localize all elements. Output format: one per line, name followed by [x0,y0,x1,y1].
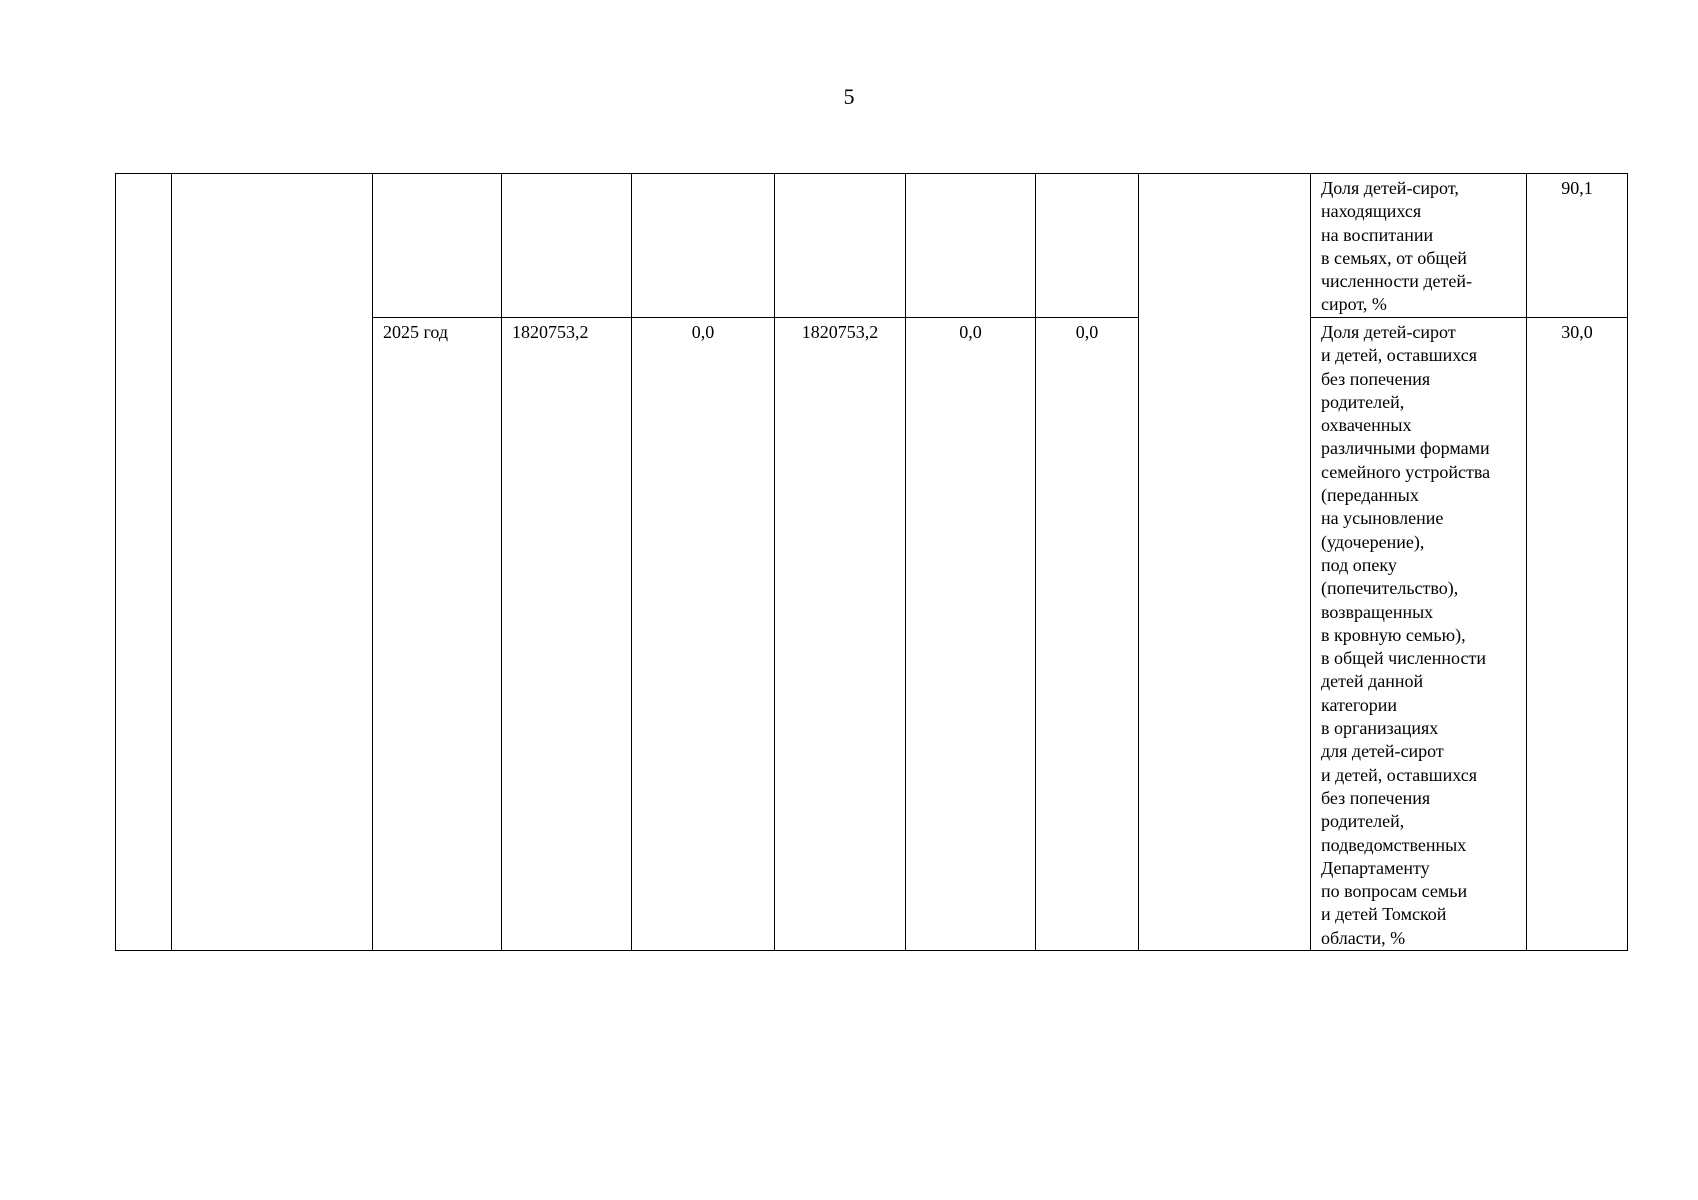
total-cell [502,174,632,318]
program-table [115,173,1628,951]
page-number: 5 [843,84,855,109]
federal-cell: 0,0 [632,318,775,951]
name-cell [172,174,373,951]
period-cell [373,174,502,318]
number-cell [116,174,172,951]
indicator-value-cell: 30,0 [1527,318,1628,951]
local-cell [906,174,1036,318]
other-cell [1036,174,1139,318]
federal-cell [632,174,775,318]
indicator-name-cell: Доля детей-сирот, находящихся на воспитании в семьях, от общей численности детей- сирот, % [1311,174,1527,318]
local-cell: 0,0 [906,318,1036,951]
indicator-value-cell: 90,1 [1527,174,1628,318]
regional-cell: 1820753,2 [775,318,906,951]
executor-cell [1139,174,1311,951]
total-cell: 1820753,2 [502,318,632,951]
period-cell: 2025 год [373,318,502,951]
indicator-name-cell: Доля детей-сирот и детей, оставшихся без попечения родителей, охваченных различными формами семейного устройства (переданных на усыновление (удочерение), под опеку (попечительство), возвращенных в кровную семью), в общей численности детей данной категории в организациях для детей-сирот и детей, оставшихся без попечения родителей, подведомственных Департаменту по вопросам семьи и детей Томской области, % [1311,318,1527,951]
regional-cell [775,174,906,318]
table-row [116,174,1628,318]
other-cell: 0,0 [1036,318,1139,951]
